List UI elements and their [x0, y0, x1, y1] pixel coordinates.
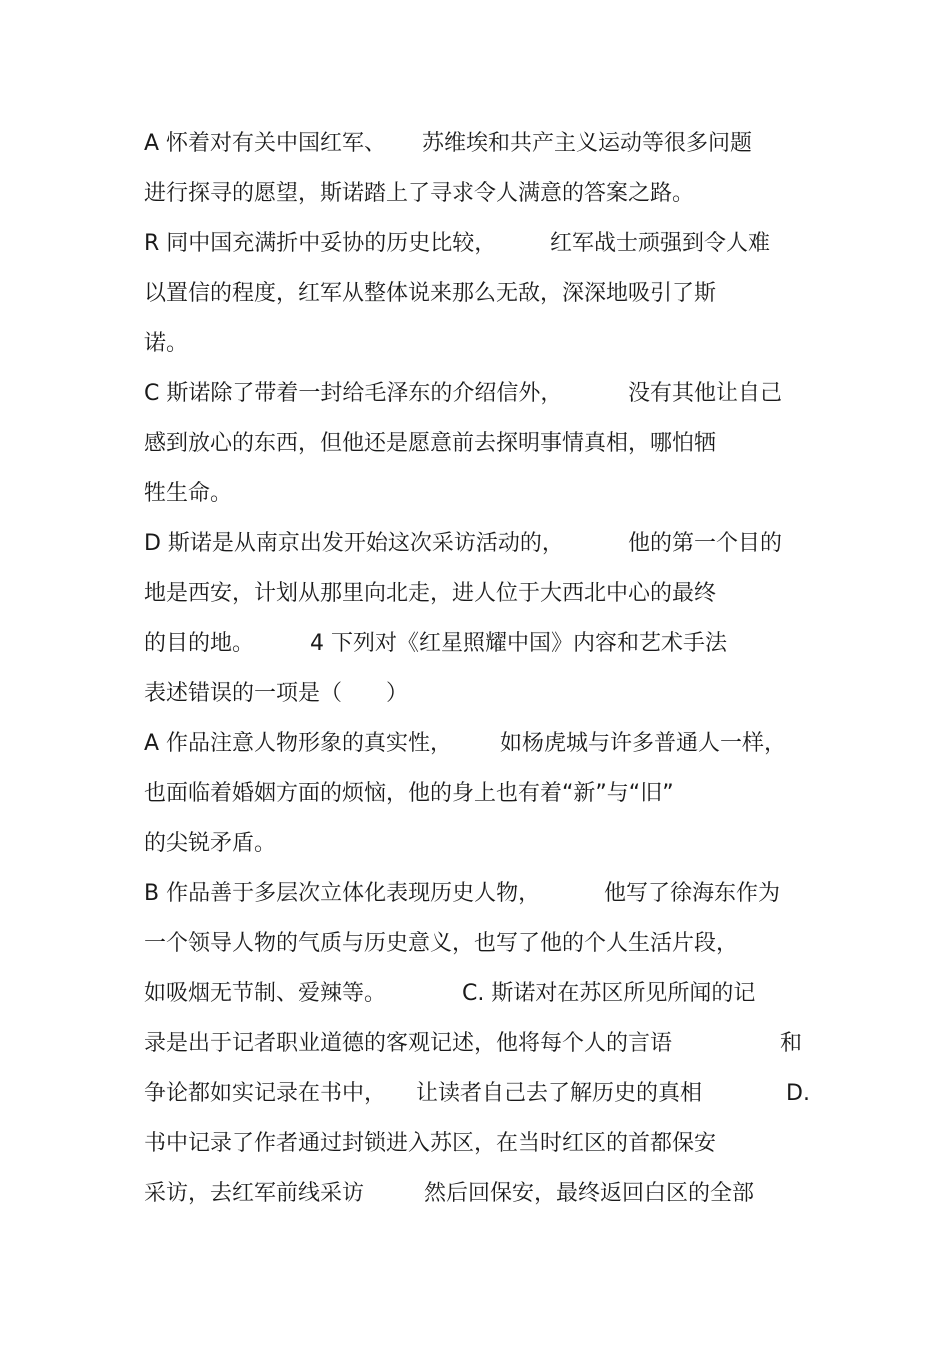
line-segment: D.: [786, 1081, 810, 1106]
line-segment: 如杨虎城与许多普通人一样，: [500, 731, 787, 756]
line-segment: 一个领导人物的气质与历史意义，也写了他的个人生活片段，: [144, 931, 739, 956]
line-segment: D 斯诺是从南京出发开始这次采访活动的，: [144, 531, 564, 556]
line-segment: 采访，去红军前线采访: [144, 1181, 365, 1206]
line-segment: 地是西安，计划从那里向北走，进人位于大西北中心的最终: [144, 581, 717, 606]
line-segment: C. 斯诺对在苏区所见所闻的记: [462, 981, 756, 1006]
line-segment: 红军战士顽强到令人难: [550, 231, 771, 256]
line-segment: R 同中国充满折中妥协的历史比较，: [144, 231, 497, 256]
line-segment: 4 下列对《红星照耀中国》内容和艺术手法: [310, 631, 727, 656]
line-segment: 然后回保安，最终返回白区的全部: [424, 1181, 755, 1206]
line-segment: 他写了徐海东作为: [604, 881, 781, 906]
line-segment: B 作品善于多层次立体化表现历史人物，: [144, 881, 541, 906]
line-segment: 让读者自己去了解历史的真相: [416, 1081, 703, 1106]
line-segment: C 斯诺除了带着一封给毛泽东的介绍信外，: [144, 381, 563, 406]
line-segment: 和: [780, 1031, 803, 1056]
line-segment: 的尖锐矛盾。: [144, 831, 277, 856]
line-segment: A 怀着对有关中国红军、: [144, 131, 387, 156]
line-segment: 书中记录了作者通过封锁进入苏区，在当时红区的首都保安: [144, 1131, 717, 1156]
line-segment: 牲生命。: [144, 481, 233, 506]
line-segment: 没有其他让自己: [628, 381, 783, 406]
line-segment: 他的第一个目的: [628, 531, 783, 556]
line-segment: 诺。: [144, 331, 189, 356]
line-segment: 进行探寻的愿望，斯诺踏上了寻求令人满意的答案之路。: [144, 181, 695, 206]
line-segment: 也面临着婚姻方面的烦恼，他的身上也有着“新”与“旧”: [144, 781, 674, 806]
line-segment: 苏维埃和共产主义运动等很多问题: [422, 131, 753, 156]
line-segment: 的目的地。: [144, 631, 255, 656]
line-segment: 录是出于记者职业道德的客观记述，他将每个人的言语: [144, 1031, 673, 1056]
line-segment: 争论都如实记录在书中，: [144, 1081, 387, 1106]
line-segment: 表述错误的一项是（ ）: [144, 681, 409, 706]
line-segment: A 作品注意人物形象的真实性，: [144, 731, 453, 756]
line-segment: 以置信的程度，红军从整体说来那么无敌，深深地吸引了斯: [144, 281, 717, 306]
line-segment: 如吸烟无节制、爱辣等。: [144, 981, 387, 1006]
line-segment: 感到放心的东西，但他还是愿意前去探明事情真相，哪怕牺: [144, 431, 717, 456]
